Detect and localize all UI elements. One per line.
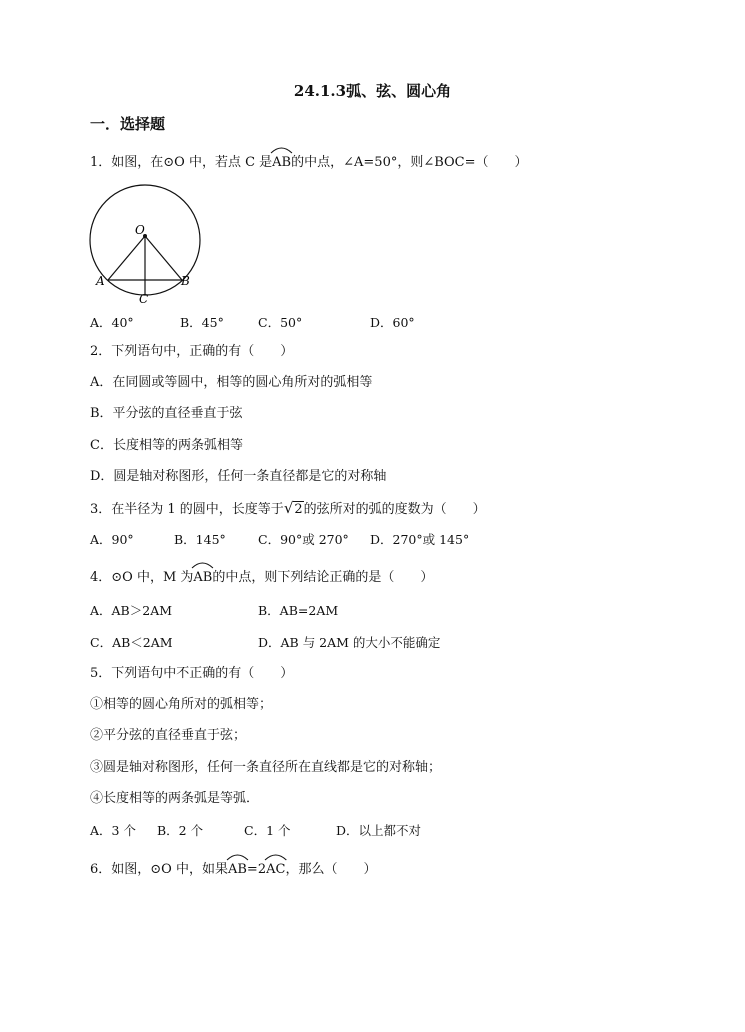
question-6-stem [90,858,376,880]
q2-option-b[interactable]: B．平分弦的直径垂直于弦 [90,406,243,421]
q6-text-pre: 6．如图，⊙O 中，如果 [90,862,228,877]
arc-ac-notation: AC [266,858,285,880]
q5-statement-1: ①相等的圆心角所对的弧相等； [90,697,273,712]
q2-option-d[interactable]: D．圆是轴对称图形，任何一条直径都是它的对称轴 [90,469,387,484]
label-b: B [181,274,190,288]
q4-option-b[interactable]: B．AB=2AM [258,603,339,618]
q3-text-pre: 3．在半径为 1 的圆中，长度等于 [90,502,284,517]
q5-option-c[interactable]: C．1 个 [244,823,291,838]
q6-text-mid: =2 [246,862,267,877]
section-heading: 一．选择题 [90,115,166,133]
q3-option-d[interactable]: D．270°或 145° [370,532,470,547]
question-5-stem: 5．下列语句中不正确的有（ ） [90,666,294,681]
q3-option-a[interactable]: A．90° [90,532,134,547]
q1-option-c[interactable]: C．50° [258,315,303,330]
q2-option-c[interactable]: C．长度相等的两条弧相等 [90,438,243,453]
q4-text-pre: 4．⊙O 中，M 为 [90,570,194,585]
q4-option-d[interactable]: D．AB 与 2AM 的大小不能确定 [258,635,441,650]
q3-option-b[interactable]: B．145° [174,532,226,547]
label-a: A [96,274,105,288]
q4-option-c[interactable]: C．AB＜2AM [90,635,173,650]
page-title: 24.1.3弧、弦、圆心角 [293,82,452,100]
label-o: O [135,223,145,237]
q5-option-d[interactable]: D．以上都不对 [336,823,422,838]
q5-option-a[interactable]: A．3 个 [90,823,136,838]
q3-text-post: 的弦所对的弧的度数为（ ） [303,502,486,517]
q1-text-pre: 1．如图，在⊙O 中，若点 C 是 [90,155,273,170]
segment-ob [145,236,182,280]
question-4-stem [90,566,433,588]
question-1-stem [90,151,528,173]
question-2-stem: 2．下列语句中，正确的有（ ） [90,344,294,359]
arc-ab-notation: AB [228,858,247,880]
q1-text-post: 的中点，∠A=50°，则∠BOC=（ ） [291,155,528,170]
segment-oa [108,236,145,280]
q4-option-a[interactable]: A．AB＞2AM [90,603,173,618]
question-3-stem [90,498,486,520]
arc-ab-notation: AB [193,566,212,588]
q1-option-b[interactable]: B．45° [180,315,224,330]
q5-option-b[interactable]: B．2 个 [157,823,204,838]
q1-option-d[interactable]: D．60° [370,315,415,330]
circle-figure-q1 [88,184,208,308]
q2-option-a[interactable]: A．在同圆或等圆中，相等的圆心角所对的弧相等 [90,375,373,390]
q3-option-c[interactable]: C．90°或 270° [258,532,349,547]
q5-statement-3: ③圆是轴对称图形，任何一条直径所在直线都是它的对称轴； [90,760,442,775]
q5-statement-2: ②平分弦的直径垂直于弦； [90,728,247,743]
q4-text-post: 的中点，则下列结论正确的是（ ） [212,570,434,585]
q5-statement-4: ④长度相等的两条弧是等弧． [90,791,260,806]
q1-option-a[interactable]: A．40° [90,315,134,330]
label-c: C [139,292,149,306]
q6-text-post: ，那么（ ） [285,862,377,877]
arc-ab-notation: AB [272,151,291,173]
sqrt-expression: √2 [283,499,303,517]
